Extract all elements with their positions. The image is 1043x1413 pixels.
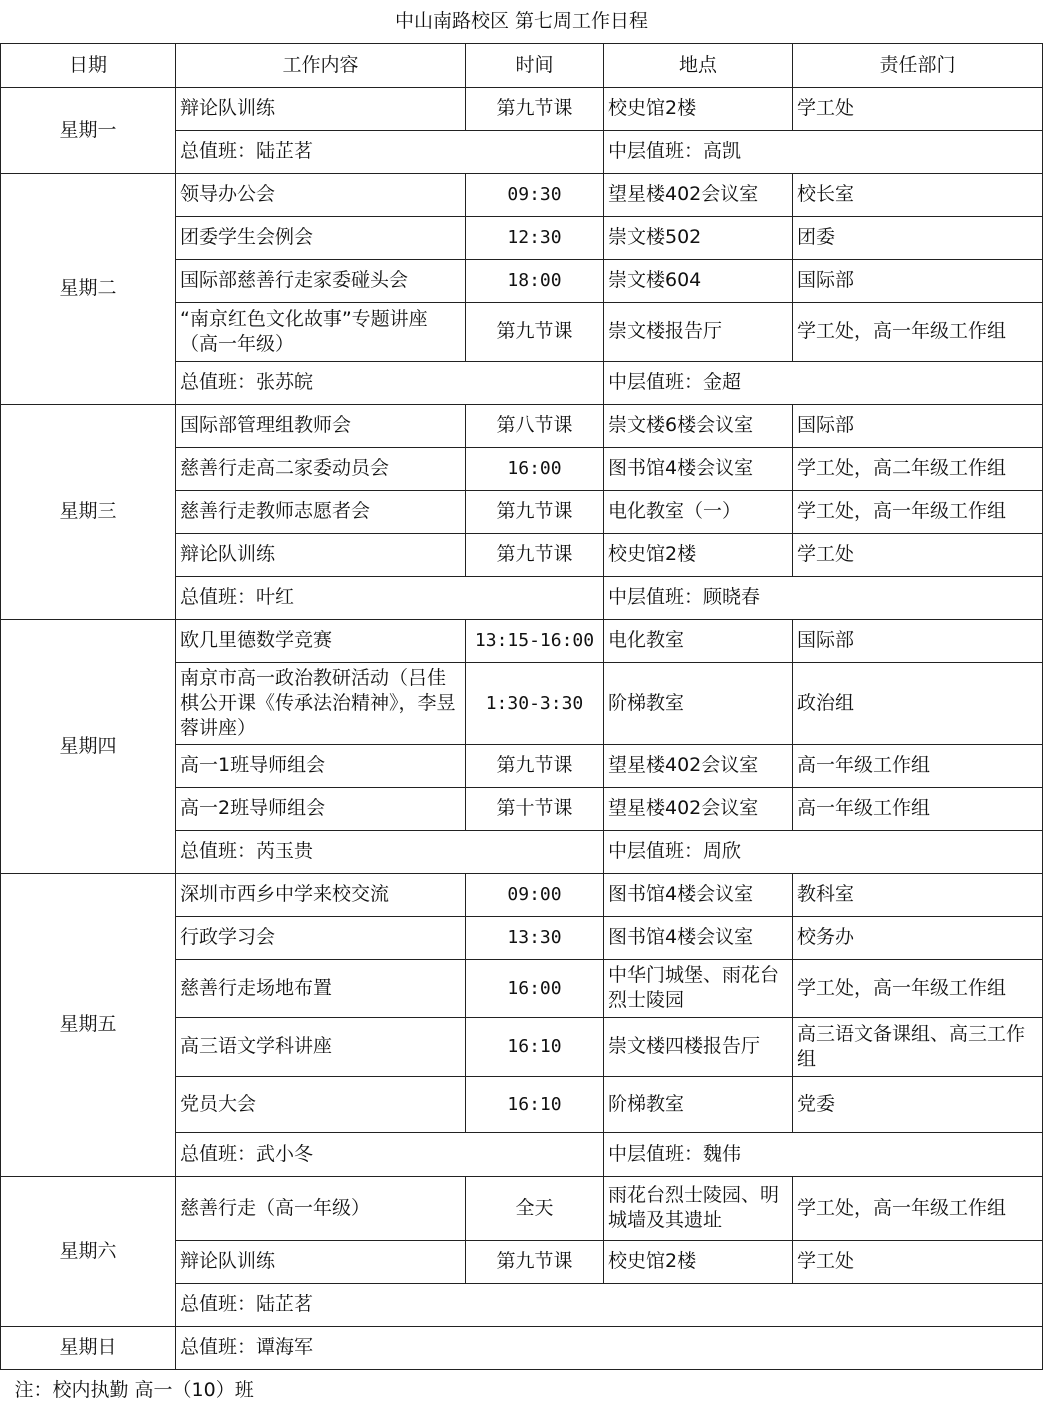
- event-time: 第十节课: [466, 787, 604, 830]
- general-duty: 总值班：谭海军: [176, 1326, 1043, 1369]
- header-content: 工作内容: [176, 43, 466, 87]
- event-department: 学工处: [793, 87, 1043, 130]
- general-duty: 总值班：叶红: [176, 576, 604, 619]
- event-time: 第八节课: [466, 404, 604, 447]
- header-row: [1, 43, 1043, 87]
- schedule-title: 中山南路校区 第七周工作日程: [1, 0, 1043, 43]
- event-location: 雨花台烈士陵园、明城墙及其遗址: [604, 1176, 793, 1240]
- event-content: 慈善行走（高一年级）: [176, 1176, 466, 1240]
- event-location: 崇文楼604: [604, 259, 793, 302]
- event-department: 学工处，高一年级工作组: [793, 302, 1043, 361]
- event-department: 政治组: [793, 662, 1043, 744]
- event-location: 崇文楼502: [604, 216, 793, 259]
- event-time: 09:00: [466, 873, 604, 916]
- event-time: 09:30: [466, 173, 604, 216]
- table-row: [1, 619, 1043, 662]
- event-department: 党委: [793, 1076, 1043, 1132]
- event-content: 行政学习会: [176, 916, 466, 959]
- header-date: 日期: [1, 43, 176, 87]
- event-department: 国际部: [793, 619, 1043, 662]
- event-content: 高三语文学科讲座: [176, 1017, 466, 1076]
- middle-duty: 中层值班：金超: [604, 361, 1043, 404]
- event-department: 学工处: [793, 533, 1043, 576]
- note-text: 注：校内执勤 高一（10）班: [1, 1369, 1043, 1412]
- general-duty: 总值班：陆芷茗: [176, 130, 604, 173]
- title-row: [1, 0, 1043, 43]
- event-location: 校史馆2楼: [604, 1240, 793, 1283]
- event-location: 电化教室: [604, 619, 793, 662]
- event-content: 国际部管理组教师会: [176, 404, 466, 447]
- event-content: 慈善行走高二家委动员会: [176, 447, 466, 490]
- day-sunday: 星期日: [1, 1326, 176, 1369]
- general-duty: 总值班：武小冬: [176, 1132, 604, 1176]
- event-location: 望星楼402会议室: [604, 173, 793, 216]
- event-content: 高一2班导师组会: [176, 787, 466, 830]
- event-department: 国际部: [793, 404, 1043, 447]
- event-content: 慈善行走教师志愿者会: [176, 490, 466, 533]
- day-monday: 星期一: [1, 87, 176, 173]
- event-location: 图书馆4楼会议室: [604, 447, 793, 490]
- event-location: 图书馆4楼会议室: [604, 873, 793, 916]
- table-row: [1, 873, 1043, 916]
- duty-row: [1, 1326, 1043, 1369]
- general-duty: 总值班：陆芷茗: [176, 1283, 1043, 1326]
- event-content: 领导办公会: [176, 173, 466, 216]
- event-location: 望星楼402会议室: [604, 744, 793, 787]
- event-department: 学工处，高一年级工作组: [793, 959, 1043, 1017]
- event-location: 校史馆2楼: [604, 533, 793, 576]
- event-content: 高一1班导师组会: [176, 744, 466, 787]
- event-department: 学工处: [793, 1240, 1043, 1283]
- table-row: [1, 404, 1043, 447]
- event-department: 校务办: [793, 916, 1043, 959]
- middle-duty: 中层值班：高凯: [604, 130, 1043, 173]
- event-location: 中华门城堡、雨花台烈士陵园: [604, 959, 793, 1017]
- general-duty: 总值班：张苏皖: [176, 361, 604, 404]
- event-content: 南京市高一政治教研活动（吕佳棋公开课《传承法治精神》，李昱蓉讲座）: [176, 662, 466, 744]
- event-content: 辩论队训练: [176, 1240, 466, 1283]
- event-time: 1:30-3:30: [466, 662, 604, 744]
- event-department: 学工处，高一年级工作组: [793, 490, 1043, 533]
- event-location: 阶梯教室: [604, 662, 793, 744]
- day-saturday: 星期六: [1, 1176, 176, 1326]
- event-department: 高三语文备课组、高三工作组: [793, 1017, 1043, 1076]
- event-content: 党员大会: [176, 1076, 466, 1132]
- event-location: 图书馆4楼会议室: [604, 916, 793, 959]
- event-department: 学工处，高一年级工作组: [793, 1176, 1043, 1240]
- table-row: [1, 173, 1043, 216]
- event-time: 13:30: [466, 916, 604, 959]
- event-time: 12:30: [466, 216, 604, 259]
- event-department: 学工处，高二年级工作组: [793, 447, 1043, 490]
- event-location: 电化教室（一）: [604, 490, 793, 533]
- middle-duty: 中层值班：周欣: [604, 830, 1043, 873]
- event-time: 第九节课: [466, 744, 604, 787]
- event-department: 高一年级工作组: [793, 744, 1043, 787]
- event-location: 崇文楼6楼会议室: [604, 404, 793, 447]
- event-location: 校史馆2楼: [604, 87, 793, 130]
- event-time: 第九节课: [466, 1240, 604, 1283]
- header-time: 时间: [466, 43, 604, 87]
- table-row: [1, 87, 1043, 130]
- event-location: 阶梯教室: [604, 1076, 793, 1132]
- event-content: 慈善行走场地布置: [176, 959, 466, 1017]
- event-content: “南京红色文化故事”专题讲座（高一年级）: [176, 302, 466, 361]
- event-time: 第九节课: [466, 533, 604, 576]
- event-time: 18:00: [466, 259, 604, 302]
- event-content: 团委学生会例会: [176, 216, 466, 259]
- event-time: 全天: [466, 1176, 604, 1240]
- header-location: 地点: [604, 43, 793, 87]
- event-time: 13:15-16:00: [466, 619, 604, 662]
- event-time: 第九节课: [466, 87, 604, 130]
- event-department: 教科室: [793, 873, 1043, 916]
- day-tuesday: 星期二: [1, 173, 176, 404]
- general-duty: 总值班：芮玉贵: [176, 830, 604, 873]
- note-row: [1, 1369, 1043, 1412]
- table-row: [1, 1176, 1043, 1240]
- day-wednesday: 星期三: [1, 404, 176, 619]
- event-time: 第九节课: [466, 490, 604, 533]
- event-content: 辩论队训练: [176, 533, 466, 576]
- middle-duty: 中层值班：魏伟: [604, 1132, 1043, 1176]
- event-content: 欧几里德数学竞赛: [176, 619, 466, 662]
- header-department: 责任部门: [793, 43, 1043, 87]
- event-location: 崇文楼报告厅: [604, 302, 793, 361]
- event-content: 辩论队训练: [176, 87, 466, 130]
- event-department: 团委: [793, 216, 1043, 259]
- day-thursday: 星期四: [1, 619, 176, 873]
- middle-duty: 中层值班：顾晓春: [604, 576, 1043, 619]
- event-content: 国际部慈善行走家委碰头会: [176, 259, 466, 302]
- event-location: 望星楼402会议室: [604, 787, 793, 830]
- event-time: 第九节课: [466, 302, 604, 361]
- event-time: 16:00: [466, 447, 604, 490]
- event-time: 16:10: [466, 1017, 604, 1076]
- event-department: 校长室: [793, 173, 1043, 216]
- event-time: 16:10: [466, 1076, 604, 1132]
- event-time: 16:00: [466, 959, 604, 1017]
- event-department: 国际部: [793, 259, 1043, 302]
- day-friday: 星期五: [1, 873, 176, 1176]
- event-location: 崇文楼四楼报告厅: [604, 1017, 793, 1076]
- event-department: 高一年级工作组: [793, 787, 1043, 830]
- event-content: 深圳市西乡中学来校交流: [176, 873, 466, 916]
